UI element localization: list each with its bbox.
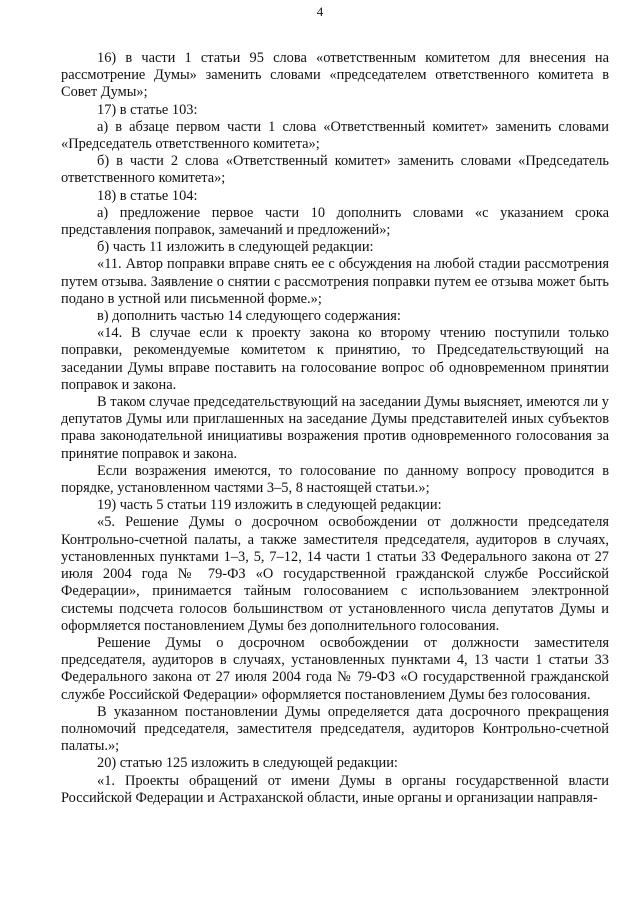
paragraph-quote-part-14-end: Если возражения имеются, то голосование по данному вопросу проводится в порядке, установленном частями 3–5, 8 настоящей статьи.»; <box>61 462 609 497</box>
paragraph-item-20: 20) статью 125 изложить в следующей редакции: <box>97 755 398 772</box>
document-body <box>61 50 609 807</box>
paragraph-quote-part-14: «14. В случае если к проекту закона ко второму чтению поступили только поправки, рекомендуемые комитетом к принятию, то Председательствующий на заседании Думы вправе поставить на голосование вопрос об одновременном принятии поправок и закона. <box>61 325 609 393</box>
paragraph-item-18: 18) в статье 104: <box>97 187 198 204</box>
paragraph-item-17: 17) в статье 103: <box>97 101 198 118</box>
paragraph-quote-part-5-cont: Решение Думы о досрочном освобождении от должности заместителя председателя, аудиторов в случаях, установленных пунктами 4, 13 части 1 статьи 33 Федерального закона от 27 июля 2004 года № 79-ФЗ «О государственной гражданской службе Российской Федерации» оформляется постановлением Думы без голосования. <box>61 634 609 703</box>
paragraph-item-16: 16) в части 1 статьи 95 слова «ответственным комитетом для внесения на рассмотрение Думы» заменить словами «председателем ответственного комитета в Совет Думы»; <box>61 50 609 101</box>
paragraph-subitem-18a: а) предложение первое части 10 дополнить словами «с указанием срока представления поправок, замечаний и предложений»; <box>61 204 609 239</box>
paragraph-quote-part-5: «5. Решение Думы о досрочном освобождении от должности председателя Контрольно-счетной палаты, а также заместителя председателя, аудиторов в случаях, установленных пунктами 1–3, 5, 7–12, 14 части 1 статьи 33 Федерального закона от 27 июля 2004 года № 79-ФЗ «О государственной гражданской службе Российской Федерации», принимается тайным голосованием с использованием электронной системы подсчета голосов большинством от установленного числа депутатов Думы и оформляется постановлением Думы без дополнительного голосования. <box>61 514 609 634</box>
paragraph-subitem-18v: в) дополнить частью 14 следующего содержания: <box>97 308 401 325</box>
paragraph-subitem-18b: б) часть 11 изложить в следующей редакции: <box>97 239 374 256</box>
page-number: 4 <box>316 4 324 19</box>
paragraph-quote-part-5-end: В указанном постановлении Думы определяется дата досрочного прекращения полномочий председателя, заместителя председателя, аудиторов Контрольно-счетной палаты.»; <box>61 703 609 755</box>
paragraph-item-19: 19) часть 5 статьи 119 изложить в следующей редакции: <box>97 497 442 514</box>
paragraph-subitem-17a: а) в абзаце первом части 1 слова «Ответственный комитет» заменить словами «Председатель ответственного комитета»; <box>61 118 609 153</box>
paragraph-subitem-17b: б) в части 2 слова «Ответственный комитет» заменить словами «Председатель ответственного комитета»; <box>61 153 609 187</box>
paragraph-quote-part-11: «11. Автор поправки вправе снять ее с обсуждения на любой стадии рассмотрения путем отзыва. Заявление о снятии с рассмотрения поправки путем ее отзыва может быть подано в устной или письменной форме.»; <box>61 256 609 307</box>
paragraph-quote-article-125: «1. Проекты обращений от имени Думы в органы государственной власти Российской Федерации и Астраханской области, иные органы и организации направля- <box>61 772 609 806</box>
paragraph-quote-part-14-cont: В таком случае председательствующий на заседании Думы выясняет, имеются ли у депутатов Думы или приглашенных на заседание Думы представителей иных субъектов права законодательной инициативы возражения против одновременного голосования за принятие поправок и закона. <box>61 394 609 462</box>
